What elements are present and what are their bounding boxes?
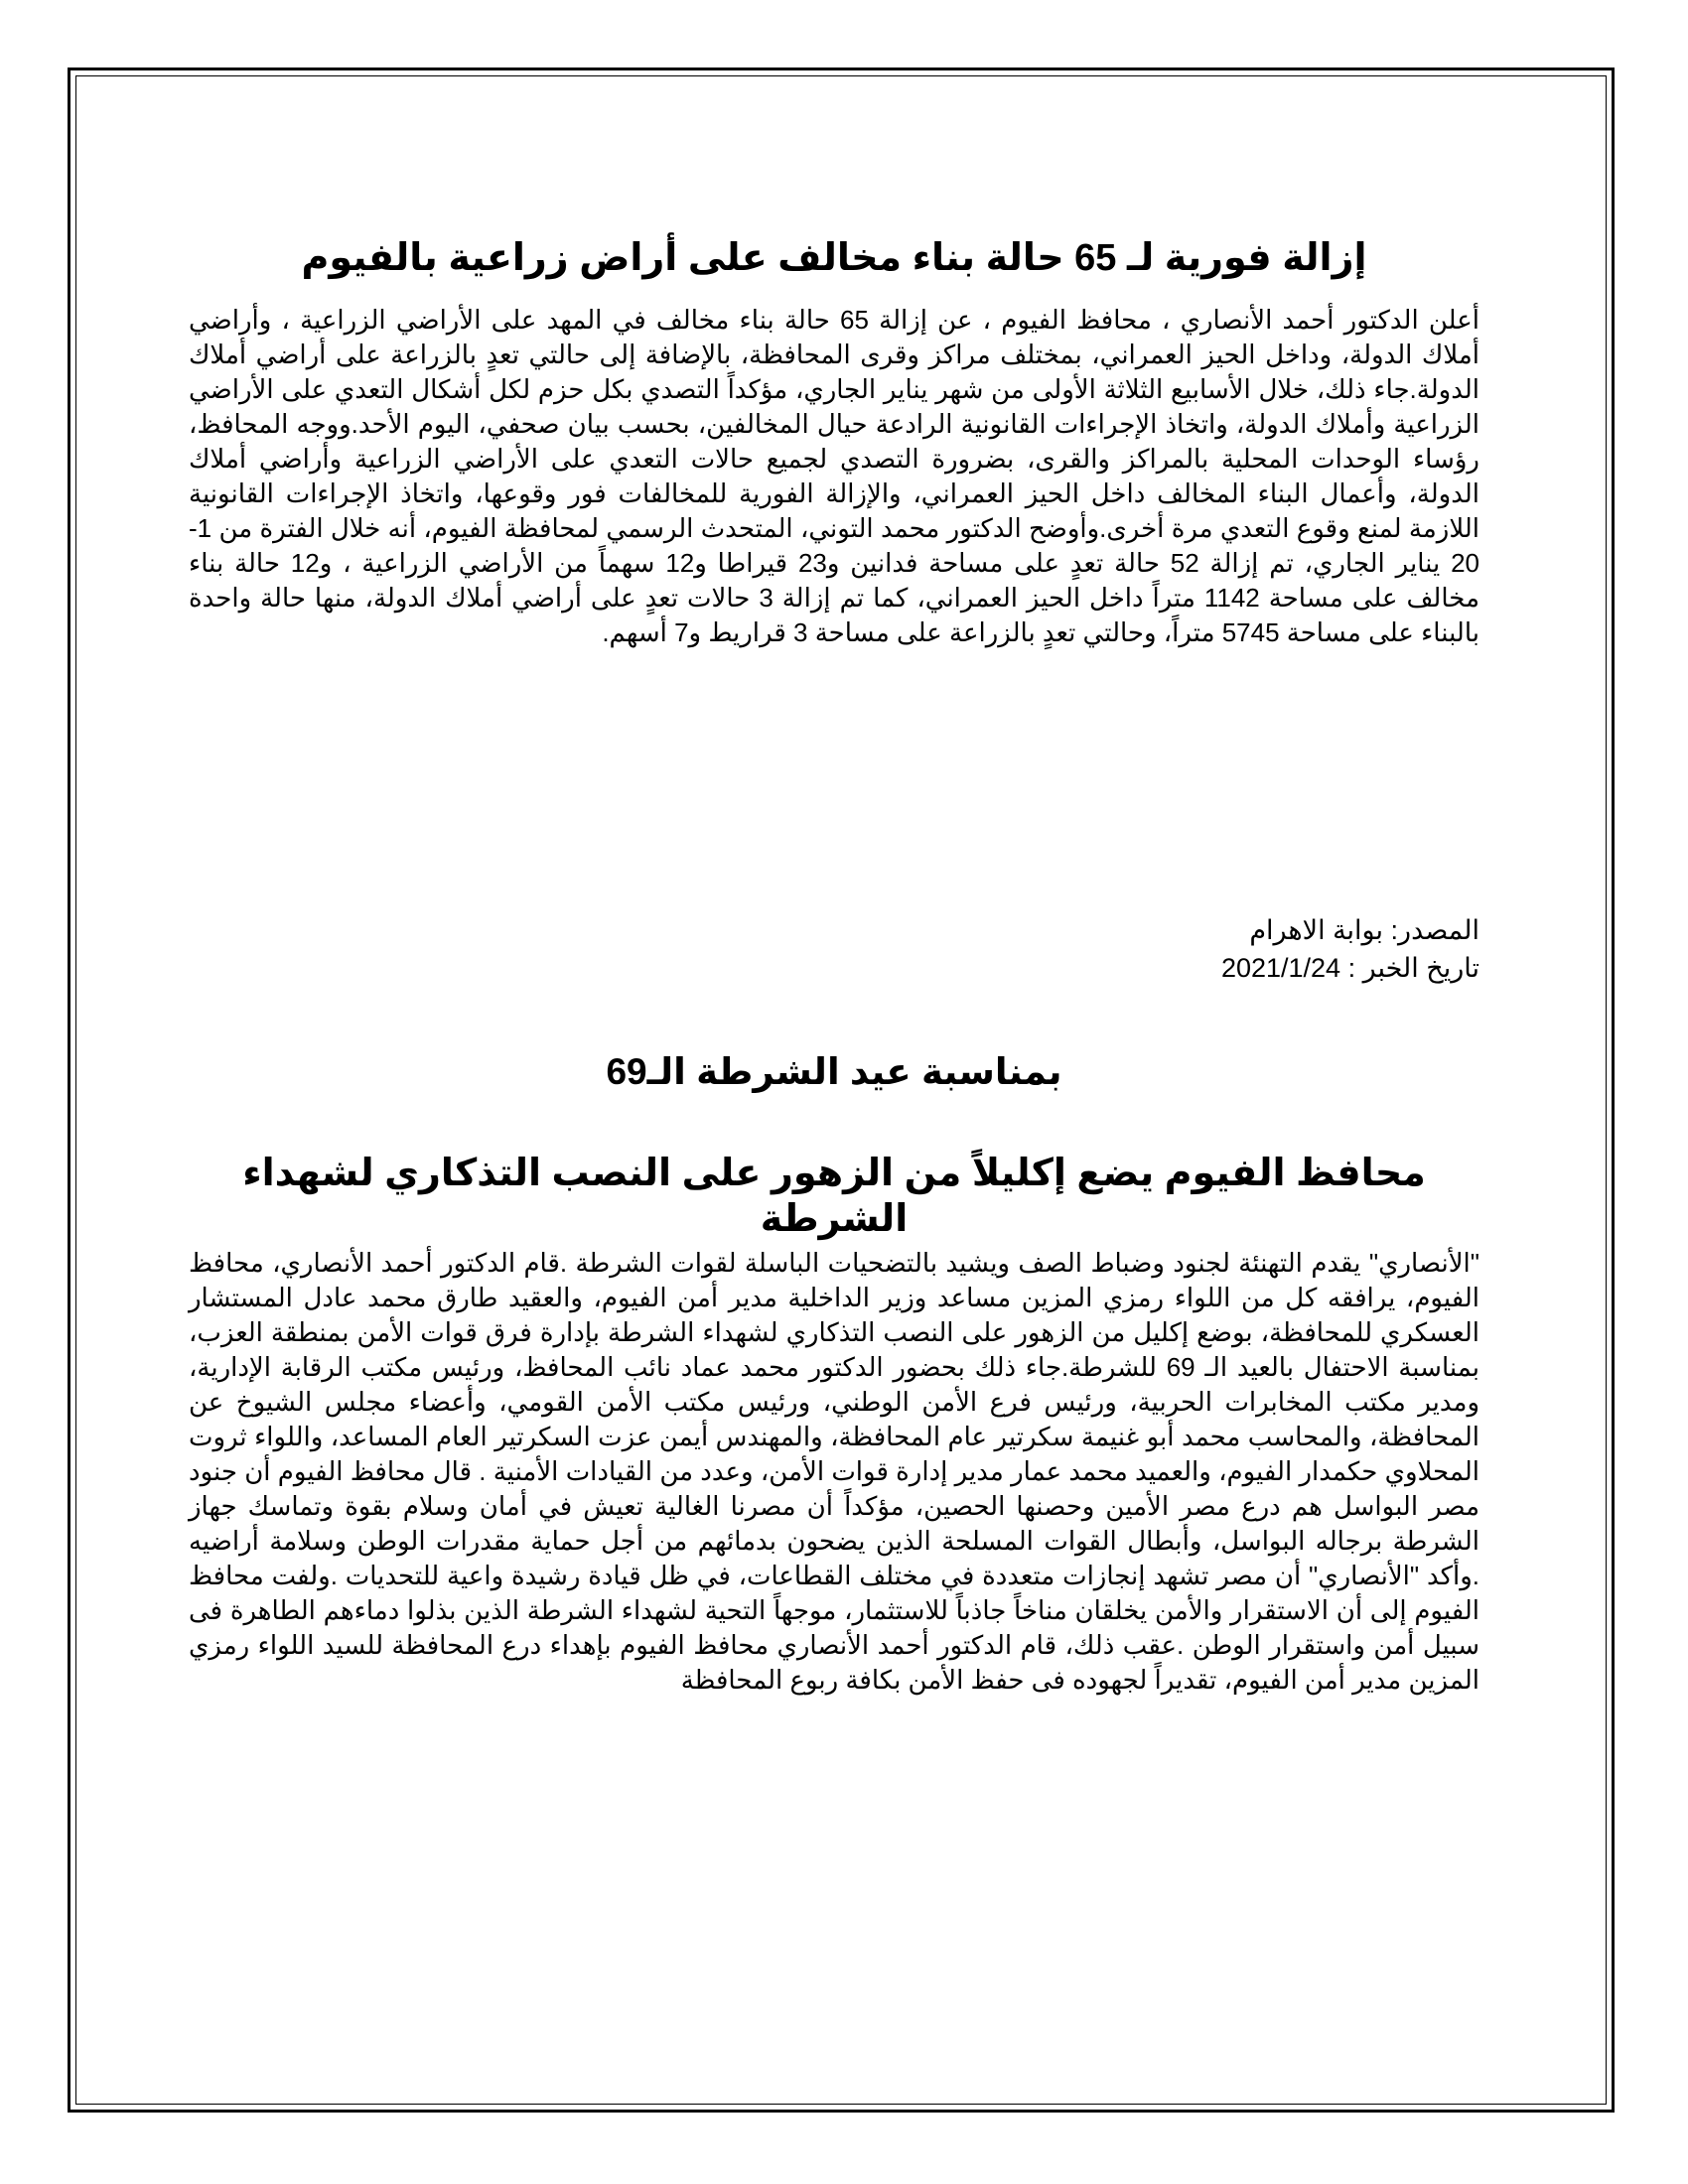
article-1-date: تاريخ الخبر : 2021/1/24 xyxy=(1220,953,1479,983)
article-1-title: إزالة فورية لـ 65 حالة بناء مخالف على أراض زراعية بالفيوم xyxy=(301,237,1367,279)
article-2-occasion-block xyxy=(189,1050,1479,1093)
article-2-body-block xyxy=(189,1246,1479,1698)
article-2-title-block xyxy=(189,1152,1479,1242)
article-1-body: أعلن الدكتور أحمد الأنصاري ، محافظ الفيوم ، عن إزالة 65 حالة بناء مخالف في المهد على الأراضي الزراعية ، وأراضي أملاك الدولة، وداخل الحيز العمراني، بمختلف مراكز وقرى المحافظة، بالإضافة إلى حالتي تعدٍ بالزراعة على أراضي أملاك الدولة.جاء ذلك، خلال الأسابيع الثلاثة الأولى من شهر يناير الجاري، مؤكداً التصدي بكل حزم لكل أشكال التعدي على الأراضي الزراعية وأملاك الدولة، واتخاذ الإجراءات القانونية الرادعة حيال المخالفين، بحسب بيان صحفي، اليوم الأحد.ووجه المحافظ، رؤساء الوحدات المحلية بالمراكز والقرى، بضرورة التصدي لجميع حالات التعدي على الأراضي الزراعية وأراضي أملاك الدولة، وأعمال البناء المخالف داخل الحيز العمراني، والإزالة الفورية للمخالفات فور وقوعها، واتخاذ الإجراءات القانونية اللازمة لمنع وقوع التعدي مرة أخرى.وأوضح الدكتور محمد التوني، المتحدث الرسمي لمحافظة الفيوم، أنه خلال الفترة من 1-20 يناير الجاري، تم إزالة 52 حالة تعدٍ على مساحة فدانين و23 قيراطا و12 سهماً من الأراضي الزراعية ، و12 حالة بناء مخالف على مساحة 1142 متراً داخل الحيز العمراني، كما تم إزالة 3 حالات تعدٍ على أراضي أملاك الدولة، منها حالة واحدة بالبناء على مساحة 5745 متراً، وحالتي تعدٍ بالزراعة على مساحة 3 قراريط و7 أسهم. xyxy=(189,305,1479,647)
article-1 xyxy=(189,236,1479,282)
article-2-occasion: بمناسبة عيد الشرطة الـ69 xyxy=(606,1051,1062,1092)
article-2-title: محافظ الفيوم يضع إكليلاً من الزهور على النصب التذكاري لشهداء الشرطة xyxy=(242,1153,1426,1240)
article-1-meta xyxy=(189,911,1479,987)
article-1-body-block xyxy=(189,303,1479,650)
article-1-source: المصدر: بوابة الاهرام xyxy=(1249,915,1479,945)
article-2-body: "الأنصاري" يقدم التهنئة لجنود وضباط الصف ويشيد بالتضحيات الباسلة لقوات الشرطة .قام الدكتور أحمد الأنصاري، محافظ الفيوم، يرافقه كل من اللواء رمزي المزين مساعد وزير الداخلية مدير أمن الفيوم، والعقيد طارق محمد عادل المستشار العسكري للمحافظة، بوضع إكليل من الزهور على النصب التذكاري لشهداء الشرطة بإدارة فرق قوات الأمن بمنطقة العزب، بمناسبة الاحتفال بالعيد الـ 69 للشرطة.جاء ذلك بحضور الدكتور محمد عماد نائب المحافظ، ورئيس مكتب الرقابة الإدارية، ومدير مكتب المخابرات الحربية، ورئيس فرع الأمن الوطني، ورئيس مكتب الأمن القومي، وأعضاء مجلس الشيوخ عن المحافظة، والمحاسب محمد أبو غنيمة سكرتير عام المحافظة، والمهندس أيمن عزت السكرتير العام المساعد، واللواء ثروت المحلاوي حكمدار الفيوم، والعميد محمد عمار مدير إدارة قوات الأمن، وعدد من القيادات الأمنية . قال محافظ الفيوم أن جنود مصر البواسل هم درع مصر الأمين وحصنها الحصين، مؤكداً أن مصرنا الغالية تعيش في أمان وسلام بقوة وتماسك جهاز الشرطة برجاله البواسل، وأبطال القوات المسلحة الذين يضحون بدمائهم من أجل حماية مقدرات الوطن وسلامة أراضيه .وأكد "الأنصاري" أن مصر تشهد إنجازات متعددة في مختلف القطاعات، في ظل قيادة رشيدة واعية للتحديات .ولفت محافظ الفيوم إلى أن الاستقرار والأمن يخلقان مناخاً جاذباً للاستثمار، موجهاً التحية لشهداء الشرطة الذين بذلوا دماءهم الطاهرة فى سبيل أمن واستقرار الوطن .عقب ذلك، قام الدكتور أحمد الأنصاري محافظ الفيوم بإهداء درع المحافظة للسيد اللواء رمزي المزين مدير أمن الفيوم، تقديراً لجهوده فى حفظ الأمن بكافة ربوع المحافظة xyxy=(189,1248,1480,1695)
